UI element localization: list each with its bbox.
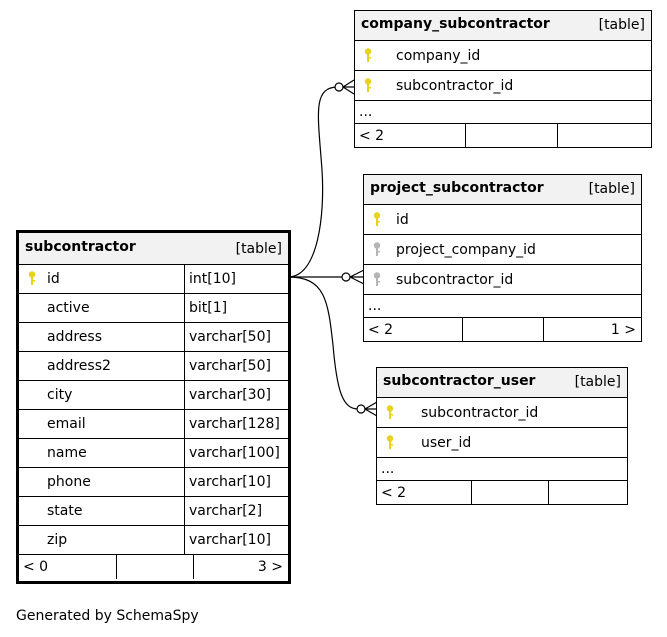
optional-marker-user bbox=[357, 405, 365, 413]
table-header bbox=[19, 233, 288, 265]
table-footer bbox=[364, 318, 641, 342]
parents-count[interactable]: < 2 bbox=[381, 485, 407, 501]
table-kind: [table] bbox=[235, 241, 282, 257]
column-type-text: varchar[50] bbox=[189, 329, 271, 345]
column-type-text: varchar[128] bbox=[189, 416, 280, 432]
table-row bbox=[377, 428, 627, 458]
table-kind: [table] bbox=[574, 374, 621, 390]
column-type-text: varchar[50] bbox=[189, 358, 271, 374]
column-name[interactable]: phone bbox=[47, 474, 91, 490]
table-subcontractor[interactable] bbox=[16, 230, 291, 584]
column-type bbox=[184, 497, 263, 525]
table-row bbox=[19, 439, 288, 468]
column-type bbox=[184, 410, 280, 438]
table-row bbox=[19, 526, 288, 555]
column-name[interactable]: subcontractor_id bbox=[421, 405, 539, 421]
gold-key-icon bbox=[385, 405, 395, 420]
ellipsis-text: ... bbox=[368, 298, 382, 314]
column-type-text: int[10] bbox=[189, 271, 236, 287]
gold-key-icon bbox=[363, 78, 373, 93]
column-type bbox=[184, 265, 236, 293]
ellipsis-text: ... bbox=[381, 461, 395, 477]
table-header bbox=[355, 11, 651, 41]
column-type bbox=[184, 294, 228, 322]
column-name[interactable]: project_company_id bbox=[396, 242, 536, 258]
column-name[interactable]: subcontractor_id bbox=[396, 78, 514, 94]
table-name[interactable]: project_subcontractor bbox=[370, 180, 544, 196]
column-type-text: bit[1] bbox=[189, 300, 228, 316]
gold-key-icon bbox=[372, 212, 382, 227]
table-kind: [table] bbox=[598, 17, 645, 33]
footer-divider bbox=[193, 555, 194, 579]
column-name[interactable]: zip bbox=[47, 532, 68, 548]
table-row bbox=[19, 468, 288, 497]
column-name[interactable]: state bbox=[47, 503, 83, 519]
column-type bbox=[184, 323, 271, 351]
table-row bbox=[19, 323, 288, 352]
table-company-subcontractor[interactable] bbox=[354, 10, 652, 148]
footer-divider bbox=[557, 124, 558, 148]
column-type-text: varchar[30] bbox=[189, 387, 271, 403]
table-header bbox=[377, 368, 627, 398]
optional-marker-project bbox=[342, 273, 350, 281]
parents-count[interactable]: < 0 bbox=[23, 559, 49, 575]
column-name[interactable]: name bbox=[47, 445, 87, 461]
more-columns-ellipsis bbox=[377, 458, 627, 481]
optional-marker-company bbox=[335, 83, 343, 91]
table-row bbox=[19, 294, 288, 323]
table-row bbox=[19, 497, 288, 526]
gold-key-icon bbox=[27, 271, 37, 286]
column-name[interactable]: active bbox=[47, 300, 90, 316]
table-row bbox=[364, 235, 641, 265]
footer-divider bbox=[462, 318, 463, 342]
footer-divider bbox=[471, 481, 472, 505]
parents-count[interactable]: < 2 bbox=[368, 322, 394, 338]
table-row bbox=[19, 352, 288, 381]
column-name[interactable]: address bbox=[47, 329, 103, 345]
column-name[interactable]: user_id bbox=[421, 435, 472, 451]
footer-divider bbox=[543, 318, 544, 342]
column-name[interactable]: id bbox=[47, 271, 60, 287]
column-type bbox=[184, 381, 271, 409]
column-name[interactable]: address2 bbox=[47, 358, 111, 374]
column-type bbox=[184, 439, 280, 467]
column-type bbox=[184, 352, 271, 380]
table-row bbox=[19, 381, 288, 410]
table-row bbox=[364, 205, 641, 235]
gray-key-icon bbox=[372, 242, 382, 257]
gold-key-icon bbox=[363, 48, 373, 63]
column-type-text: varchar[10] bbox=[189, 532, 271, 548]
crow-foot-company bbox=[343, 80, 354, 94]
table-header bbox=[364, 175, 641, 205]
children-count[interactable]: 3 > bbox=[257, 559, 283, 575]
link-company-subcontractor bbox=[288, 87, 338, 277]
column-name[interactable]: id bbox=[396, 212, 409, 228]
column-name[interactable]: city bbox=[47, 387, 73, 403]
ellipsis-text: ... bbox=[359, 104, 373, 120]
link-subcontractor-user bbox=[288, 277, 358, 409]
more-columns-ellipsis bbox=[355, 101, 651, 124]
table-project-subcontractor[interactable] bbox=[363, 174, 642, 342]
table-row bbox=[19, 410, 288, 439]
footer-divider bbox=[465, 124, 466, 148]
table-subcontractor-user[interactable] bbox=[376, 367, 628, 505]
table-row bbox=[19, 265, 288, 294]
table-kind: [table] bbox=[588, 181, 635, 197]
children-count[interactable]: 1 > bbox=[610, 322, 636, 338]
column-type bbox=[184, 468, 271, 496]
parents-count[interactable]: < 2 bbox=[359, 128, 385, 144]
table-name[interactable]: subcontractor_user bbox=[383, 373, 536, 389]
gold-key-icon bbox=[385, 435, 395, 450]
column-type-text: varchar[10] bbox=[189, 474, 271, 490]
table-row bbox=[377, 398, 627, 428]
footer-divider bbox=[548, 481, 549, 505]
more-columns-ellipsis bbox=[364, 295, 641, 318]
column-name[interactable]: subcontractor_id bbox=[396, 272, 514, 288]
generated-by-footer: Generated by SchemaSpy bbox=[16, 608, 199, 624]
column-type-text: varchar[2] bbox=[189, 503, 263, 519]
table-row bbox=[355, 41, 651, 71]
table-footer bbox=[355, 124, 651, 148]
table-row bbox=[364, 265, 641, 295]
column-name[interactable]: company_id bbox=[396, 48, 481, 64]
column-type bbox=[184, 526, 271, 554]
crow-foot-project bbox=[350, 270, 364, 284]
column-name[interactable]: email bbox=[47, 416, 86, 432]
table-footer bbox=[19, 555, 288, 579]
table-name[interactable]: company_subcontractor bbox=[361, 16, 550, 32]
column-type-text: varchar[100] bbox=[189, 445, 280, 461]
table-footer bbox=[377, 481, 627, 505]
table-name[interactable]: subcontractor bbox=[25, 239, 136, 255]
gray-key-icon bbox=[372, 272, 382, 287]
footer-divider bbox=[116, 555, 117, 579]
table-row bbox=[355, 71, 651, 101]
